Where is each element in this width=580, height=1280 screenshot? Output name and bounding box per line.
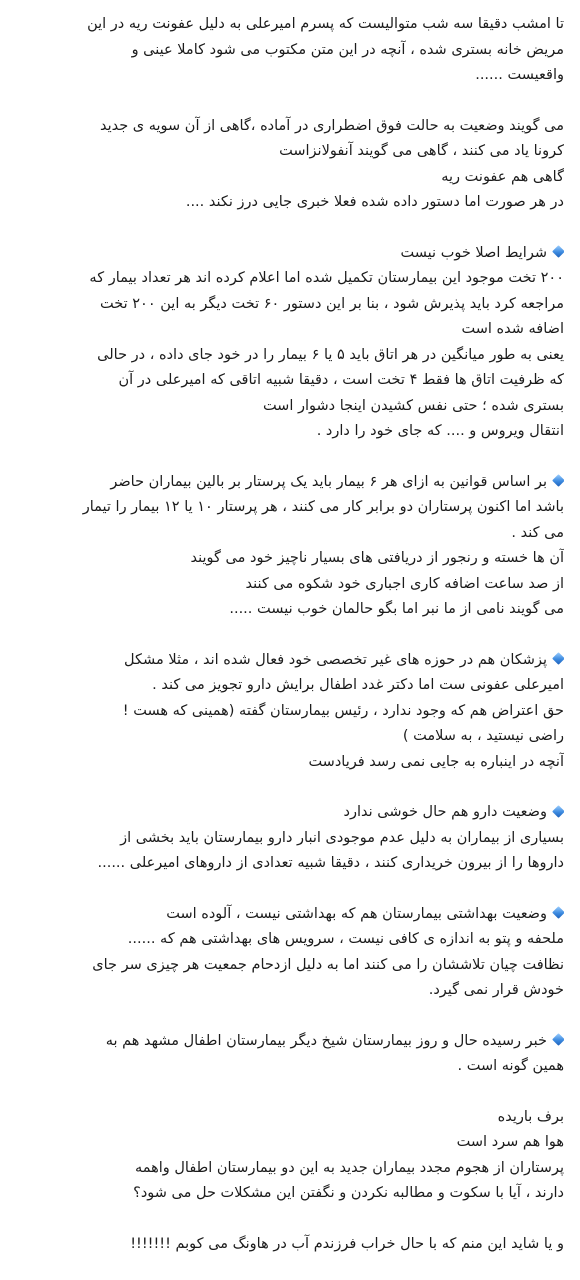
text-line: در هر صورت اما دستور داده شده فعلا خبری جایی درز نکند .... xyxy=(185,194,564,210)
blue-diamond-icon xyxy=(552,1033,564,1046)
text-line: برف باریده xyxy=(497,1108,564,1125)
blue-diamond-icon xyxy=(552,805,564,818)
text-line: از صد ساعت اضافه کاری اجباری خود شکوه می کنند xyxy=(245,575,564,592)
text-line: مراجعه کرد باید پذیرش شود ، بنا بر این دستور ۶۰ تخت دیگر به این ۲۰۰ تخت xyxy=(100,295,564,312)
text-line: اضافه شده است xyxy=(461,321,564,337)
text-line: واقعیست ...... xyxy=(475,67,564,83)
text-line: تا امشب دقیقا سه شب متوالیست که پسرم امیرعلی به دلیل عفونت ریه در این xyxy=(87,16,564,32)
bullet-heading-line xyxy=(16,1029,564,1055)
text-line: خودش قرار نمی گیرد. xyxy=(428,982,564,998)
text-line: نظافت چیان تلاششان را می کنند اما به دلیل ازدحام جمعیت هر چیزی سر جای xyxy=(92,956,564,973)
bullet-text: وضعیت بهداشتی بیمارستان هم که بهداشتی نیست ، آلوده است xyxy=(166,905,547,922)
text-line: پرستاران از هجوم مجدد بیماران جدید به این دو بیمارستان اطفال واهمه xyxy=(134,1159,564,1176)
paragraph-closing xyxy=(16,1232,564,1258)
text-line: که ظرفیت اتاق ها فقط ۴ تخت است ، دقیقا شبیه اتاقی که امیرعلی در آن xyxy=(118,372,564,388)
bullet-text: خبر رسیده حال و روز بیمارستان شیخ دیگر بیمارستان اطفال مشهد هم به xyxy=(105,1032,547,1049)
text-line: امیرعلی عفونی ست اما دکتر غدد اطفال برایش دارو تجویز می کند . xyxy=(152,677,564,693)
bullet-text: وضعیت دارو هم حال خوشی ندارد xyxy=(343,804,547,820)
paragraph-situation xyxy=(16,114,564,216)
bullet-text: بر اساس قوانین به ازای هر ۶ بیمار باید یک پرستار بر بالین بیماران حاضر xyxy=(110,473,547,490)
bullet-heading-line xyxy=(16,902,564,928)
text-line: ۲۰۰ تخت موجود این بیمارستان تکمیل شده اما اعلام کرده اند هر تعداد بیمار که xyxy=(89,270,564,286)
blue-diamond-icon xyxy=(552,652,564,665)
text-line: گاهی هم عفونت ریه xyxy=(441,168,564,185)
blue-diamond-icon xyxy=(552,474,564,487)
text-line: راضی نیستید ، به سلامت ) xyxy=(402,728,564,744)
text-line: دارند ، آیا با سکوت و مطالبه نکردن و نگفتن این مشکلات حل می شود؟ xyxy=(133,1185,564,1201)
bullet-heading-line xyxy=(16,241,564,267)
text-line: حق اعتراض هم که وجود ندارد ، رئیس بیمارستان گفته (همینی که هست ! xyxy=(122,702,564,719)
text-line: باشد اما اکنون پرستاران دو برابر کار می کنند ، هر پرستار ۱۰ یا ۱۲ بیمار را تیمار xyxy=(82,499,564,515)
bullet-heading-line xyxy=(16,648,564,674)
text-line: همین گونه است . xyxy=(457,1058,564,1074)
text-line: می گویند نامی از ما نبر اما بگو حالمان خوب نیست ..... xyxy=(229,601,564,617)
text-line: بستری شده ؛ حتی نفس کشیدن اینجا دشوار است xyxy=(262,397,564,414)
paragraph-other-hospital xyxy=(16,1029,564,1080)
bullet-text: پزشکان هم در حوزه های غیر تخصصی خود فعال شده اند ، مثلا مشکل xyxy=(124,651,547,668)
text-line: داروها را از بیرون خریداری کنند ، دقیقا شبیه تعدادی از داروهای امیرعلی ...... xyxy=(97,855,564,871)
paragraph-medicine xyxy=(16,800,564,877)
blue-diamond-icon xyxy=(552,906,564,919)
paragraph-conditions xyxy=(16,241,564,445)
paragraph-hygiene xyxy=(16,902,564,1004)
text-line: انتقال ویروس و .... که جای خود را دارد . xyxy=(316,423,564,439)
text-line: یعنی به طور میانگین در هر اتاق باید ۵ یا ۶ بیمار را در خود جای داده ، در حالی xyxy=(97,346,564,363)
text-line: و یا شاید این منم که با حال خراب فرزندم آب در هاونگ می کوبم !!!!!!! xyxy=(130,1235,564,1252)
text-line: ملحفه و پتو به اندازه ی کافی نیست ، سرویس های بهداشتی هم که ...... xyxy=(127,931,564,947)
bullet-heading-line xyxy=(16,800,564,826)
paragraph-doctors xyxy=(16,648,564,776)
paragraph-snow xyxy=(16,1105,564,1207)
text-line: آنچه در اینباره به جایی نمی رسد فریادست xyxy=(308,753,564,770)
paragraph-nurses xyxy=(16,470,564,623)
bullet-heading-line xyxy=(16,470,564,496)
text-line: بسیاری از بیماران به دلیل عدم موجودی انبار دارو بیمارستان باید بخشی از xyxy=(120,829,564,846)
text-line: می کند . xyxy=(511,524,564,541)
text-line: می گویند وضعیت به حالت فوق اضطراری در آماده ،گاهی از آن سویه ی جدید xyxy=(99,117,564,134)
bullet-text: شرایط اصلا خوب نیست xyxy=(400,244,547,261)
paragraph-intro xyxy=(16,12,564,89)
text-line: آن ها خسته و رنجور از دریافتی های بسیار ناچیز خود می گویند xyxy=(190,550,564,566)
text-line: هوا هم سرد است xyxy=(456,1134,564,1150)
text-line: کرونا یاد می کنند ، گاهی می گویند آنفولانزاست xyxy=(279,143,564,159)
text-line: مریض خانه بستری شده ، آنچه در این متن مکتوب می شود کاملا عینی و xyxy=(131,41,564,58)
blue-diamond-icon xyxy=(552,245,564,258)
